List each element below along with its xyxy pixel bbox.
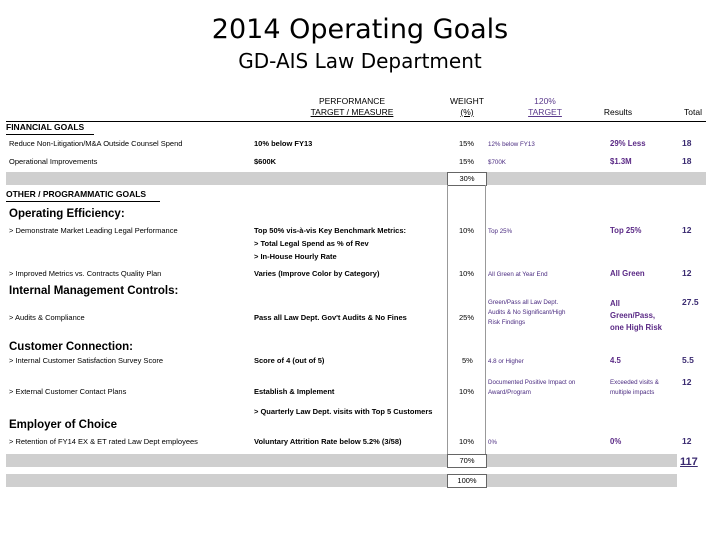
row2-total: 18 [682,156,692,166]
row7-result-line2: multiple impacts [610,389,655,396]
row6-target: 4.8 or Higher [488,358,524,365]
row5-total: 27.5 [682,297,699,307]
row1-measure: 10% below FY13 [254,139,313,148]
row7-weight: 10% [459,387,475,396]
header-weight-line2: (%) [460,107,474,117]
header-total: Total [684,107,702,117]
grand-total-weight: 100% [457,476,477,485]
grand-total: 117 [680,456,698,468]
header-weight-line1: WEIGHT [450,96,484,106]
row4-result: All Green [610,269,645,278]
section-financial: FINANCIAL GOALS [6,122,85,132]
row5-weight: 25% [459,313,475,322]
programmatic-subtotal-weight: 70% [459,456,475,465]
row5-result-line3: one High Risk [610,323,662,332]
row5-measure: Pass all Law Dept. Gov't Audits & No Fines [254,313,407,322]
row5-target-line1: Green/Pass all Law Dept. [488,299,559,306]
row2-weight: 15% [459,157,475,166]
row4-measure: Varies (Improve Color by Category) [254,269,380,278]
category-internal-controls: Internal Management Controls: [9,285,179,297]
row3-goal: > Demonstrate Market Leading Legal Performance [9,226,178,235]
row3-target: Top 25% [488,228,513,235]
grand-total-band [6,474,677,487]
row5-target-line2: Audits & No Significant/High [488,309,566,316]
row3-measure-line3: > In-House Hourly Rate [254,252,337,261]
row1-total: 18 [682,138,692,148]
row7-target-line2: Award/Program [488,389,531,396]
row8-weight: 10% [459,437,475,446]
row5-result-line1: All [610,299,620,308]
row2-goal: Operational Improvements [9,157,98,166]
page-title: 2014 Operating Goals [211,14,509,45]
row8-measure: Voluntary Attrition Rate below 5.2% (3/58) [254,437,402,446]
header-target [520,96,570,118]
header-measure [300,96,404,118]
page-subtitle: GD-AIS Law Department [238,49,482,73]
row5-result-line2: Green/Pass, [610,311,656,320]
financial-subtotal-band [6,172,706,185]
weight-column-left-rule [447,185,448,454]
row6-total: 5.5 [682,355,694,365]
row3-result: Top 25% [610,226,642,235]
row4-target: All Green at Year End [488,271,548,278]
category-customer-connection: Customer Connection: [9,341,133,353]
row3-total: 12 [682,225,692,235]
row2-result: $1.3M [610,157,632,166]
row1-result: 29% Less [610,139,646,148]
header-measure-line1: PERFORMANCE [318,96,386,106]
category-operating-efficiency: Operating Efficiency: [9,208,125,220]
category-employer-of-choice: Employer of Choice [9,419,117,431]
row7-measure-line2: > Quarterly Law Dept. visits with Top 5 Customers [254,407,433,416]
header-results: Results [603,107,633,117]
row7-total: 12 [682,377,692,387]
row3-measure-line2: > Total Legal Spend as % of Rev [254,239,369,248]
row2-target: $700K [488,159,506,166]
section-financial-underline [6,134,94,135]
section-programmatic: OTHER / PROGRAMMATIC GOALS [6,189,147,199]
row8-goal: > Retention of FY14 EX & ET rated Law Dept employees [9,437,198,446]
section-programmatic-underline [6,201,160,202]
header-weight [446,96,488,118]
row1-target: 12% below FY13 [488,141,535,148]
header-rule [6,121,706,122]
row8-target: 0% [488,439,497,446]
row6-goal: > Internal Customer Satisfaction Survey Score [9,356,164,365]
row6-result: 4.5 [610,356,621,365]
row2-measure: $600K [254,157,277,166]
programmatic-subtotal-band [6,454,677,467]
row7-goal: > External Customer Contact Plans [9,387,127,396]
row3-measure: Top 50% vis-à-vis Key Benchmark Metrics: [254,226,407,235]
row1-goal: Reduce Non-Litigation/M&A Outside Counsel Spend [9,139,183,148]
row5-target-line3: Risk Findings [488,319,526,326]
financial-subtotal-weight: 30% [459,174,475,183]
weight-column-right-rule [485,185,486,454]
row6-measure: Score of 4 (out of 5) [254,356,325,365]
row6-weight: 5% [462,356,473,365]
row1-weight: 15% [459,139,475,148]
header-target-line1: 120% [534,96,556,106]
row8-result: 0% [610,437,622,446]
row7-target-line1: Documented Positive Impact on [488,379,576,386]
row4-goal: > Improved Metrics vs. Contracts Quality Plan [9,269,162,278]
row5-goal: > Audits & Compliance [9,313,85,322]
row3-weight: 10% [459,226,475,235]
header-target-line2: TARGET [528,107,562,117]
row4-total: 12 [682,268,692,278]
row4-weight: 10% [459,269,475,278]
row7-measure: Establish & Implement [254,387,335,396]
row7-result-line1: Exceeded visits & [610,379,659,386]
row8-total: 12 [682,436,692,446]
header-measure-line2: TARGET / MEASURE [310,107,394,117]
